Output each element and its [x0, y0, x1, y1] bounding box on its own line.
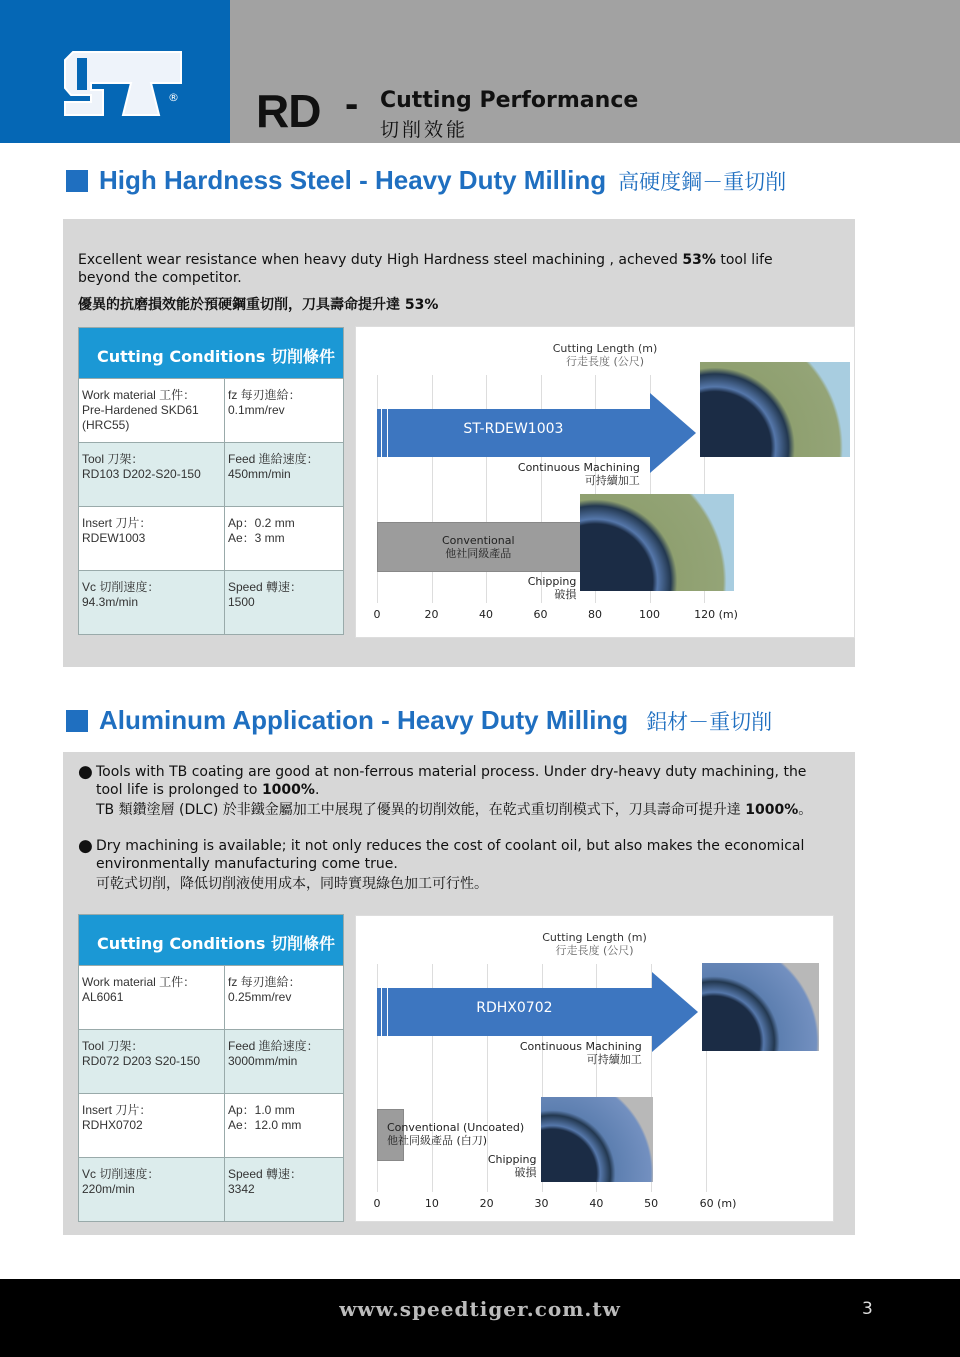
x-tick-label: 50 — [644, 1197, 659, 1210]
table-row — [79, 1093, 343, 1157]
x-tick-label: 100 — [639, 608, 660, 621]
table-cell: Feed 進給速度： 3000mm/min — [228, 1039, 319, 1068]
section1-title — [66, 165, 786, 196]
chipping-note: Chipping 破損 — [487, 1153, 537, 1179]
table-cell: Feed 進給速度： 450mm/min — [228, 452, 319, 481]
x-tick-label: 120 (m) — [694, 608, 738, 621]
page-number: 3 — [862, 1299, 873, 1319]
table-cell: Speed 轉速： 3342 — [228, 1167, 303, 1196]
bullet-2: ● Dry machining is available; it not only reduces the cost of coolant oil, but also makes the economical environmentally manufacturing come true. 可乾式切削，降低切削液使用成本，同時實現綠色加工可行性。 — [78, 837, 828, 893]
website-link[interactable]: www.speedtiger.com.tw — [339, 1297, 621, 1321]
table-header: Cutting Conditions 切削條件 — [79, 915, 343, 965]
x-tick-label: 20 — [424, 608, 439, 621]
chart-title-zh: 行走長度 (公尺) — [555, 944, 634, 957]
page-title: Cutting Performance — [380, 88, 639, 113]
header-logo-panel — [0, 0, 230, 143]
x-tick-label: 60 (m) — [699, 1197, 737, 1210]
insert-chipping-photo — [580, 494, 734, 591]
st-tool-label: ST-RDEW1003 — [463, 421, 564, 437]
registered-mark: ® — [168, 91, 179, 104]
table-cell: fz 每刃進給： 0.25mm/rev — [228, 975, 301, 1004]
table-row — [79, 1157, 343, 1221]
table-header: Cutting Conditions 切削條件 — [79, 328, 343, 378]
page-title-zh: 切削效能 — [380, 119, 469, 141]
st-note: Continuous Machining 可持續加工 — [519, 1040, 642, 1066]
x-tick-label: 40 — [479, 608, 493, 621]
x-tick-label: 80 — [588, 608, 602, 621]
x-tick-label: 10 — [424, 1197, 439, 1210]
x-tick-label: 40 — [589, 1197, 604, 1210]
chart-title: Cutting Length (m) — [552, 342, 658, 355]
insert-wear-photo — [702, 963, 819, 1051]
arrowhead — [652, 972, 698, 1052]
x-tick-label: 20 — [479, 1197, 494, 1210]
section2-title-zh: 鋁材－重切削 — [646, 710, 773, 734]
st-tool-label: RDHX0702 — [476, 1000, 553, 1016]
section1-title-en: High Hardness Steel - Heavy Duty Milling — [99, 165, 607, 195]
chipping-note: Chipping 破損 — [527, 575, 577, 601]
header-bar — [230, 0, 960, 143]
x-tick-label: 30 — [534, 1197, 549, 1210]
cutting-conditions-table — [78, 914, 344, 1222]
section1-desc-en: Excellent wear resistance when heavy duty High Hardness steel machining , acheved 53% tool life beyond the competitor. — [78, 252, 773, 286]
bullet-1-zh: TB 類鑽塗層 (DLC) 於非鐵金屬加工中展現了優異的切削效能，在乾式重切削模式下，刀具壽命可提升達 1000%。 — [96, 802, 813, 818]
bullet-2-zh: 可乾式切削，降低切削液使用成本，同時實現綠色加工可行性。 — [96, 876, 488, 892]
bullet-2-en: Dry machining is available; it not only reduces the cost of coolant oil, but also makes the economical environmentally manufacturing come true. — [96, 838, 805, 872]
table-row — [79, 965, 343, 1029]
table-cell: Ap：0.2 mm Ae：3 mm — [228, 516, 295, 545]
st-tool-bar — [377, 988, 652, 1036]
table-cell: Work material 工件： Pre-Hardened SKD61 (HRC55) — [79, 379, 225, 442]
table-cell: Insert 刀片： RDHX0702 — [79, 1094, 225, 1157]
table-cell: fz 每刃進給： 0.1mm/rev — [228, 388, 301, 417]
table-cell: Vc 切削速度： 220m/min — [79, 1158, 225, 1221]
cutting-conditions-table — [78, 327, 344, 635]
table-cell: Insert 刀片： RDEW1003 — [79, 507, 225, 570]
bullet-1-en: Tools with TB coating are good at non-ferrous material process. Under dry-heavy duty machining, the tool life is prolonged to 1000%. — [96, 764, 807, 798]
insert-wear-photo — [700, 362, 850, 457]
section2-title-en: Aluminum Application - Heavy Duty Milling — [99, 705, 629, 735]
table-cell: Tool 刀架： RD072 D203 S20-150 — [79, 1030, 225, 1093]
table-cell: Work material 工件： AL6061 — [79, 966, 225, 1029]
insert-chipping-photo — [541, 1097, 653, 1182]
st-logo-icon — [63, 50, 183, 120]
chart-title: Cutting Length (m) — [542, 931, 647, 944]
table-row — [79, 570, 343, 634]
bullet-1: ● Tools with TB coating are good at non-ferrous material process. Under dry-heavy duty machining, the tool life is prolonged to 1000%. TB 類鑽塗層 (DLC) 於非鐵金屬加工中展現了優異的切削效能，在乾式重切削模式下，刀具壽命可提升達 1000%。 — [78, 763, 828, 819]
header-dash: - — [345, 82, 359, 126]
table-cell: Ap：1.0 mm Ae：12.0 mm — [228, 1103, 302, 1132]
st-tool-bar — [377, 409, 650, 457]
table-cell: Vc 切削速度： 94.3m/min — [79, 571, 225, 634]
cutting-length-chart — [355, 915, 834, 1222]
section-bullet-icon — [66, 170, 88, 192]
st-note: Continuous Machining 可持續加工 — [517, 461, 640, 487]
arrowhead — [650, 393, 696, 473]
table-row — [79, 506, 343, 570]
conventional-label: Conventional 他社同級產品 — [442, 534, 515, 560]
x-tick-label: 60 — [533, 608, 548, 621]
table-cell: Tool 刀架： RD103 D202-S20-150 — [79, 443, 225, 506]
cutting-length-chart — [355, 326, 855, 638]
chart-title-zh: 行走長度 (公尺) — [565, 355, 645, 368]
table-row — [79, 378, 343, 442]
section1-title-zh: 高硬度鋼－重切削 — [618, 170, 787, 194]
section-bullet-icon — [66, 710, 88, 732]
conventional-label: Conventional (Uncoated) 他社同級產品 (白刀) — [387, 1121, 525, 1147]
x-tick-label: 0 — [373, 608, 381, 621]
section2-title — [66, 705, 772, 736]
table-row — [79, 1029, 343, 1093]
table-cell: Speed 轉速： 1500 — [228, 580, 303, 609]
x-tick-label: 0 — [373, 1197, 381, 1210]
product-code: RD — [256, 85, 321, 137]
section1-desc-zh: 優異的抗磨損效能於預硬鋼重切削，刀具壽命提升達 53% — [78, 297, 439, 313]
table-row — [79, 442, 343, 506]
